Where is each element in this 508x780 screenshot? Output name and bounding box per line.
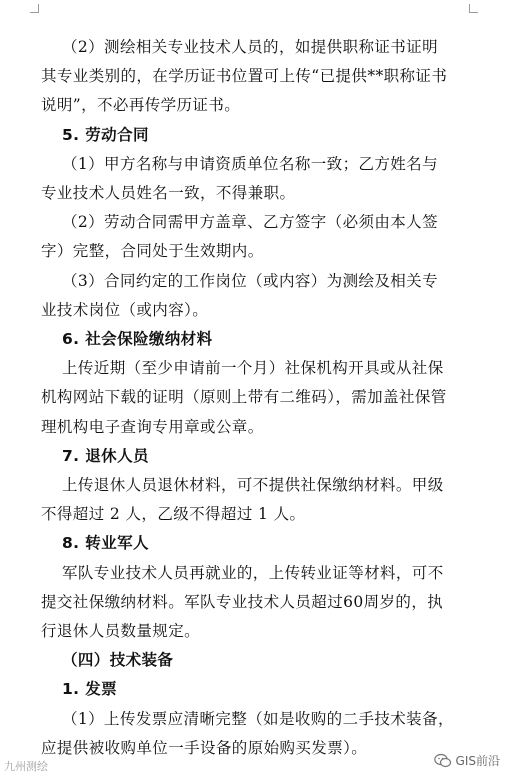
watermark-right [434, 752, 500, 769]
paragraph-line: （2）劳动合同需甲方盖章、乙方签字（必须由本人签 [62, 213, 438, 231]
paragraph-line: 应提供被收购单位一手设备的原始购买发票）。 [41, 739, 368, 757]
paragraph-line: 不得超过 2 人，乙级不得超过 1 人。 [41, 505, 306, 523]
paragraph-line: （3）合同约定的工作岗位（或内容）为测绘及相关专 [62, 272, 438, 290]
paragraph-line: 上传近期（至少申请前一个月）社保机构开具或从社保 [62, 359, 444, 377]
watermark-right-label: GIS前沿 [455, 754, 500, 768]
page-corner-mark-left [30, 4, 39, 13]
paragraph-line: 上传退休人员退休材料，可不提供社保缴纳材料。甲级 [62, 476, 444, 494]
paragraph-line: 提交社保缴纳材料。军队专业技术人员超过60周岁的，执 [41, 593, 444, 611]
paragraph-line: 说明”，不必再传学历证书。 [41, 96, 241, 114]
wechat-icon [434, 753, 452, 769]
paragraph-line: （1）甲方名称与申请资质单位名称一致；乙方姓名与 [62, 155, 438, 173]
paragraph-line: 字）完整，合同处于生效期内。 [41, 242, 264, 260]
section-heading: 5. 劳动合同 [62, 126, 149, 144]
paragraph-line: 专业技术人员姓名一致，不得兼职。 [41, 184, 296, 202]
watermark-left: 九州测绘 [4, 760, 48, 773]
paragraph-line: 军队专业技术人员再就业的，上传转业证等材料，可不 [62, 564, 444, 582]
section-heading: （四）技术装备 [62, 651, 174, 669]
page-corner-mark-right [469, 4, 478, 13]
paragraph-line: （1）上传发票应清晰完整（如是收购的二手技术装备， [62, 710, 454, 728]
section-heading: 6. 社会保险缴纳材料 [62, 330, 213, 348]
paragraph-line: 其专业类别的，在学历证书位置可上传“已提供**职称证书 [41, 67, 448, 85]
section-heading: 1. 发票 [62, 680, 118, 698]
paragraph-line: 理机构电子查询专用章或公章。 [41, 418, 264, 436]
paragraph-line: 业技术岗位（或内容）。 [41, 301, 209, 319]
section-heading: 8. 转业军人 [62, 534, 149, 552]
paragraph-line: 行退休人员数量规定。 [41, 622, 201, 640]
paragraph-line: （2）测绘相关专业技术人员的，如提供职称证书证明 [62, 38, 438, 56]
paragraph-line: 机构网站下载的证明（原则上带有二维码），需加盖社保管 [41, 388, 447, 406]
section-heading: 7. 退休人员 [62, 447, 149, 465]
